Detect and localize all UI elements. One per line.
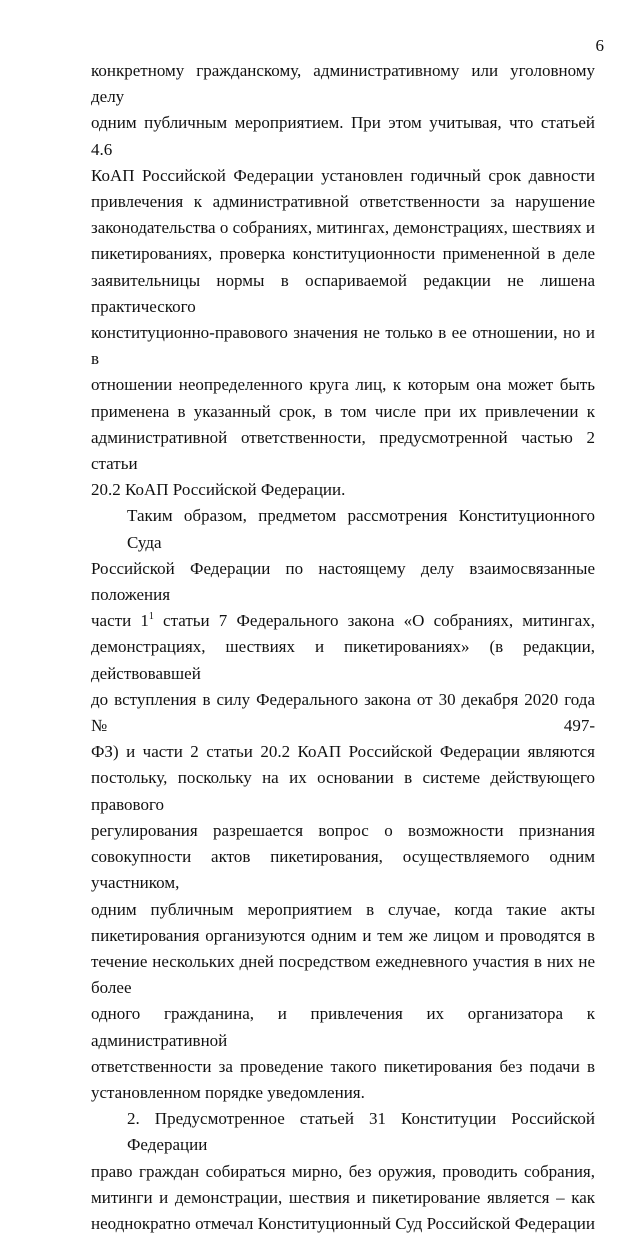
paragraph: [91, 58, 595, 503]
text-line: Таким образом, предметом рассмотрения Конституционного Суда: [127, 506, 595, 552]
text-line: постольку, поскольку на их основании в системе действующего правового: [91, 768, 595, 814]
text-fragment: части 1: [91, 611, 149, 631]
page-number: 6: [595, 36, 604, 55]
text-line: ответственности за проведение такого пикетирования без подачи в: [91, 1056, 595, 1076]
text-line: законодательства о собраниях, митингах, демонстрациях, шествиях и: [91, 218, 595, 238]
text-line: конституционно-правового значения не только в ее отношении, но и в: [91, 323, 595, 369]
text-line: митинги и демонстрации, шествия и пикетирование является – как: [91, 1187, 595, 1207]
text-line: одним публичным мероприятием в случае, когда такие акты: [91, 899, 595, 919]
paragraph: [91, 1106, 595, 1237]
text-line: Российской Федерации по настоящему делу взаимосвязанные положения: [91, 558, 595, 605]
text-line: административной ответственности, предусмотренной частью 2 статьи: [91, 427, 595, 474]
text-line: неоднократно отмечал Конституционный Суд Российской Федерации: [91, 1213, 595, 1233]
text-line: течение нескольких дней посредством ежедневного участия в них не более: [91, 951, 595, 998]
text-line: одного гражданина, и привлечения их организатора к административной: [91, 1004, 595, 1050]
text-line: пикетирования организуются одним и тем же лицом и проводятся в: [91, 925, 595, 945]
text-fragment: статьи 7 Федерального закона «О собраниях, митингах,: [163, 611, 596, 631]
text-line: 2. Предусмотренное статьей 31 Конституции Российской Федерации: [127, 1109, 595, 1155]
text-line: совокупности актов пикетирования, осуществляемого одним участником,: [91, 847, 595, 893]
document-body: [91, 58, 595, 1237]
text-line: право граждан собираться мирно, без оружия, проводить собрания,: [91, 1161, 595, 1181]
text-line: установленном порядке уведомления.: [91, 1082, 365, 1102]
text-line: конкретному гражданскому, административному или уголовному делу: [91, 61, 595, 107]
text-line: до вступления в силу Федерального закона от 30 декабря 2020 года № 497-: [91, 689, 595, 736]
text-line: одним публичным мероприятием. При этом учитывая, что статьей 4.6: [91, 113, 595, 159]
text-line: заявительницы нормы в оспариваемой редакции не лишена практического: [91, 270, 595, 316]
text-line: КоАП Российской Федерации установлен годичный срок давности: [91, 165, 595, 185]
text-line: демонстрациях, шествиях и пикетированиях» (в редакции, действовавшей: [91, 637, 595, 683]
text-line: ФЗ) и части 2 статьи 20.2 КоАП Российской Федерации являются: [91, 742, 595, 762]
superscript: 1: [148, 611, 154, 623]
text-line: отношении неопределенного круга лиц, к которым она может быть: [91, 375, 595, 395]
text-line: привлечения к административной ответственности за нарушение: [91, 192, 595, 212]
paragraph: [91, 503, 595, 1106]
text-line: регулирования разрешается вопрос о возможности признания: [91, 820, 595, 840]
text-line: пикетированиях, проверка конституционности примененной в деле: [91, 244, 595, 264]
text-line: 20.2 КоАП Российской Федерации.: [91, 480, 346, 500]
text-line: применена в указанный срок, в том числе при их привлечении к: [91, 401, 595, 421]
text-line-with-superscript: [91, 608, 595, 634]
